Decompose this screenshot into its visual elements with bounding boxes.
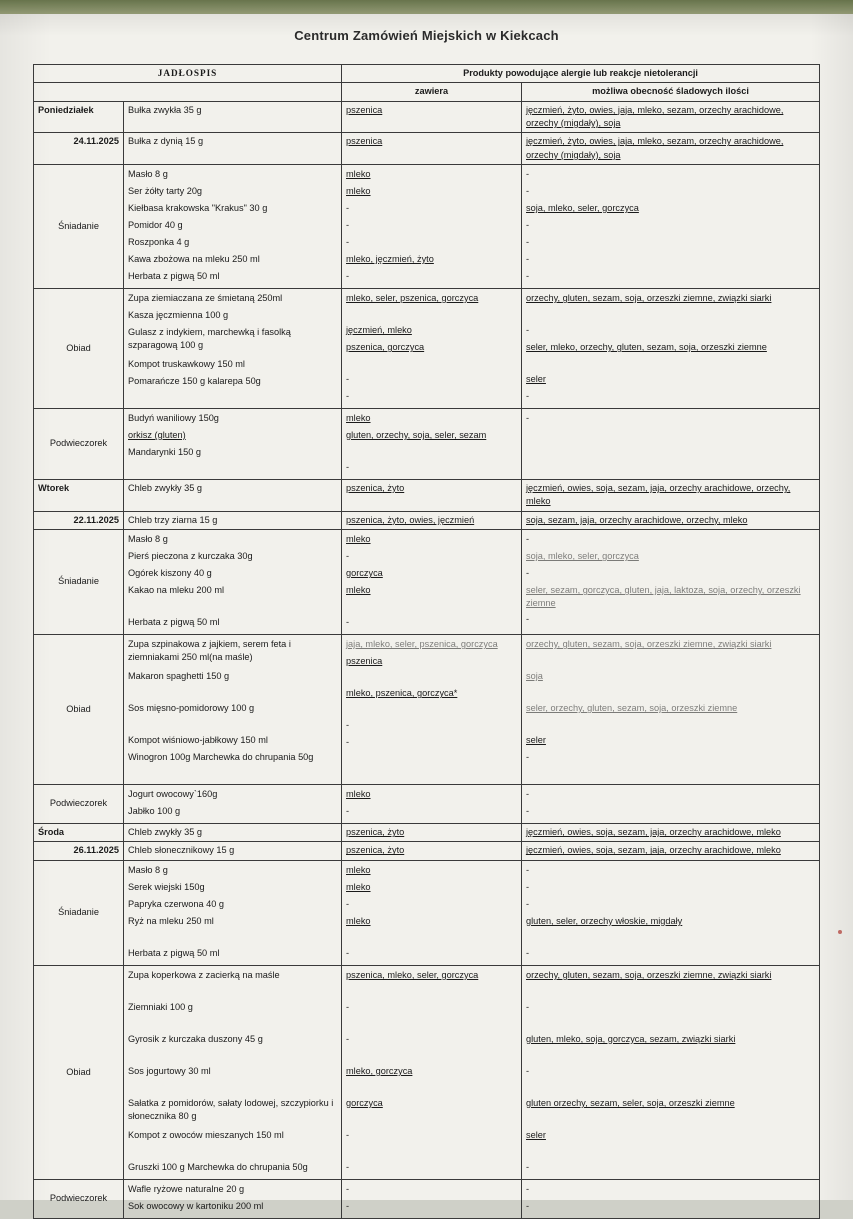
allergens-traces: - bbox=[526, 220, 530, 231]
contains-list bbox=[342, 1179, 522, 1218]
dish-list bbox=[124, 860, 342, 965]
subheader-traces: możliwa obecność śladowych ilości bbox=[522, 83, 820, 101]
allergens-contains: pszenica bbox=[342, 133, 522, 165]
allergens-traces: - bbox=[526, 789, 530, 800]
dish-name: Chleb trzy ziarna 15 g bbox=[124, 511, 342, 529]
dish-name: Kompot z owoców mieszanych 150 ml bbox=[128, 1129, 284, 1140]
traces-list bbox=[522, 965, 820, 1179]
allergens-traces: jęczmień, owies, soja, sezam, jaja, orzechy arachidowe, mleko bbox=[522, 842, 820, 860]
allergens-contains: mleko, jęczmień, żyto bbox=[346, 254, 434, 265]
contains-list bbox=[342, 289, 522, 409]
allergens-contains: pszenica bbox=[346, 656, 383, 667]
allergens-traces: - bbox=[526, 568, 530, 579]
allergens-contains: jęczmień, mleko bbox=[346, 325, 412, 336]
dish-name: Masło 8 g bbox=[128, 169, 168, 180]
allergens-contains: pszenica, gorczyca bbox=[346, 342, 425, 353]
traces-list bbox=[522, 860, 820, 965]
allergens-contains: gorczyca bbox=[346, 568, 383, 579]
dish-list bbox=[124, 635, 342, 785]
meal-label: Obiad bbox=[34, 635, 124, 785]
contains-list bbox=[342, 409, 522, 480]
day-name: Środa bbox=[34, 824, 124, 842]
allergens-contains: - bbox=[346, 617, 350, 628]
allergens-contains: - bbox=[346, 737, 350, 748]
dish-name: Makaron spaghetti 150 g bbox=[128, 671, 230, 682]
allergens-traces: - bbox=[526, 864, 530, 875]
allergens-traces: seler bbox=[526, 735, 546, 746]
dish-name: Jabłko 100 g bbox=[128, 806, 181, 817]
allergens-traces: - bbox=[526, 169, 530, 180]
allergens-contains: - bbox=[346, 462, 350, 473]
dish-name: Pierś pieczona z kurczaka 30g bbox=[128, 551, 253, 562]
dish-name: Sos mięsno-pomidorowy 100 g bbox=[128, 703, 255, 714]
allergens-traces bbox=[526, 445, 815, 462]
dish-name: Herbata z pigwą 50 ml bbox=[128, 947, 220, 958]
allergens-traces: soja, mleko, seler, gorczyca bbox=[526, 551, 639, 562]
allergens-contains: mleko bbox=[346, 413, 371, 424]
allergens-traces: - bbox=[526, 254, 530, 265]
day-date: 22.11.2025 bbox=[34, 511, 124, 529]
traces-list bbox=[522, 635, 820, 785]
allergens-contains: mleko bbox=[346, 186, 371, 197]
allergens-traces: - bbox=[526, 534, 530, 545]
allergens-contains: pszenica bbox=[342, 101, 522, 133]
allergens-traces: - bbox=[526, 237, 530, 248]
contains-list bbox=[342, 530, 522, 635]
dish-name: Ryż na mleku 250 ml bbox=[128, 915, 214, 926]
allergens-traces: orzechy, gluten, sezam, soja, orzeszki ziemne, związki siarki bbox=[526, 969, 772, 980]
allergens-contains: mleko bbox=[346, 864, 371, 875]
dish-name: Roszponka 4 g bbox=[128, 237, 190, 248]
dish-name: Ogórek kiszony 40 g bbox=[128, 568, 212, 579]
table-row bbox=[34, 480, 820, 512]
allergens-traces: - bbox=[526, 1200, 530, 1211]
dish-name: Chleb zwykły 35 g bbox=[124, 480, 342, 512]
allergens-traces: - bbox=[526, 413, 530, 424]
allergens-traces: - bbox=[526, 613, 530, 624]
allergens-traces: jęczmień, owies, soja, sezam, jaja, orzechy arachidowe, mleko bbox=[522, 824, 820, 842]
dish-name: Kasza jęczmienna 100 g bbox=[128, 310, 229, 321]
allergens-contains: pszenica, żyto bbox=[342, 824, 522, 842]
dish-list bbox=[124, 530, 342, 635]
table-subheader-row bbox=[34, 83, 820, 101]
dish-list bbox=[124, 1179, 342, 1218]
contains-list bbox=[342, 785, 522, 824]
day-name: Wtorek bbox=[34, 480, 124, 512]
traces-list bbox=[522, 1179, 820, 1218]
allergens-contains: - bbox=[346, 237, 350, 248]
dish-list bbox=[124, 785, 342, 824]
allergens-traces: - bbox=[526, 186, 530, 197]
allergens-contains: pszenica, mleko, seler, gorczyca bbox=[346, 969, 479, 980]
dish-name: Sok owocowy w kartoniku 200 ml bbox=[128, 1200, 264, 1211]
traces-list bbox=[522, 530, 820, 635]
meal-label: Podwieczorek bbox=[34, 785, 124, 824]
allergens-traces: gluten, mleko, soja, gorczyca, sezam, związki siarki bbox=[526, 1033, 736, 1044]
dish-name: Winogron 100g Marchewka do chrupania 50g bbox=[128, 752, 314, 763]
allergens-contains: mleko bbox=[346, 585, 371, 596]
allergens-traces bbox=[526, 428, 815, 445]
menu-table bbox=[33, 64, 820, 1219]
meal-block bbox=[34, 530, 820, 635]
meal-block bbox=[34, 409, 820, 480]
allergens-contains: - bbox=[346, 551, 350, 562]
traces-list bbox=[522, 165, 820, 289]
dish-name: Kakao na mleku 200 ml bbox=[128, 585, 225, 596]
allergens-traces: seler bbox=[526, 374, 546, 385]
table-row bbox=[34, 511, 820, 529]
table-row bbox=[34, 824, 820, 842]
allergens-traces: - bbox=[526, 1065, 530, 1076]
dish-name: Kawa zbożowa na mleku 250 ml bbox=[128, 254, 260, 265]
dish-name: Pomidor 40 g bbox=[128, 220, 183, 231]
subheader-contains: zawiera bbox=[342, 83, 522, 101]
dish-name: Ziemniaki 100 g bbox=[128, 1001, 193, 1012]
dish-name: Gruszki 100 g Marchewka do chrupania 50g bbox=[128, 1161, 308, 1172]
dish-name: Ser żółty tarty 20g bbox=[128, 186, 203, 197]
allergens-traces: - bbox=[526, 947, 530, 958]
allergens-contains: mleko, seler, pszenica, gorczyca bbox=[346, 293, 479, 304]
dish-name: Zupa koperkowa z zacierką na maśle bbox=[128, 969, 280, 980]
allergens-traces: soja, mleko, seler, gorczyca bbox=[526, 203, 639, 214]
table-row bbox=[34, 133, 820, 165]
allergens-contains: mleko bbox=[346, 789, 371, 800]
allergens-contains: mleko bbox=[346, 534, 371, 545]
page-top-edge bbox=[0, 0, 853, 14]
allergens-contains: - bbox=[346, 1129, 350, 1140]
dish-name: Chleb zwykły 35 g bbox=[124, 824, 342, 842]
meal-label: Podwieczorek bbox=[34, 1179, 124, 1218]
allergens-traces: - bbox=[526, 391, 530, 402]
allergens-traces: jęczmień, żyto, owies, jaja, mleko, sezam, orzechy arachidowe, orzechy (migdały), soja bbox=[522, 133, 820, 165]
dish-name: Kompot truskawkowy 150 ml bbox=[128, 359, 245, 370]
dish-name: Zupa szpinakowa z jajkiem, serem feta i ziemniakami 250 ml(na maśle) bbox=[128, 639, 291, 663]
allergens-traces: - bbox=[526, 1183, 530, 1194]
allergens-traces: seler bbox=[526, 1129, 546, 1140]
allergens-contains: mleko bbox=[346, 881, 371, 892]
allergens-traces: - bbox=[526, 752, 530, 763]
dish-name: Herbata z pigwą 50 ml bbox=[128, 271, 220, 282]
allergens-traces: - bbox=[526, 881, 530, 892]
allergens-contains: - bbox=[346, 720, 350, 731]
dish-name: Mandarynki 150 g bbox=[128, 447, 202, 458]
traces-list bbox=[522, 785, 820, 824]
allergens-traces: gluten orzechy, sezam, seler, soja, orzeszki ziemne bbox=[526, 1097, 735, 1108]
allergens-traces: seler, sezam, gorczyca, gluten, jaja, laktoza, soja, orzechy, orzeszki ziemne bbox=[526, 585, 801, 609]
dish-name: Kiełbasa krakowska "Krakus" 30 g bbox=[128, 203, 268, 214]
dish-name: Budyń waniliowy 150g bbox=[128, 413, 219, 424]
dish-list bbox=[124, 165, 342, 289]
allergens-traces: orzechy, gluten, sezam, soja, orzeszki ziemne, związki siarki bbox=[526, 293, 772, 304]
contains-list bbox=[342, 165, 522, 289]
meal-block bbox=[34, 289, 820, 409]
allergens-traces: gluten, seler, orzechy włoskie, migdały bbox=[526, 915, 683, 926]
table-header-row bbox=[34, 65, 820, 83]
allergens-contains: - bbox=[346, 271, 350, 282]
meal-label: Śniadanie bbox=[34, 860, 124, 965]
contains-list bbox=[342, 965, 522, 1179]
allergens-traces: soja bbox=[526, 671, 543, 682]
allergens-traces: - bbox=[526, 325, 530, 336]
allergens-contains: mleko bbox=[346, 915, 371, 926]
traces-list bbox=[522, 409, 820, 480]
meal-block bbox=[34, 635, 820, 785]
allergens-contains: gorczyca bbox=[346, 1097, 383, 1108]
day-name: Poniedziałek bbox=[34, 101, 124, 133]
allergens-traces: orzechy, gluten, sezam, soja, orzeszki ziemne, związki siarki bbox=[526, 639, 772, 650]
allergens-contains: gluten, orzechy, soja, seler, sezam bbox=[346, 430, 487, 441]
dish-list bbox=[124, 289, 342, 409]
dish-name: Gulasz z indykiem, marchewką i fasolką szparagową 100 g bbox=[128, 327, 291, 351]
dish-name: Sałatka z pomidorów, sałaty lodowej, szczypiorku i słonecznika 80 g bbox=[128, 1097, 334, 1122]
allergens-contains: pszenica, żyto bbox=[342, 480, 522, 512]
allergens-contains: mleko, pszenica, gorczyca* bbox=[346, 688, 458, 699]
day-date: 26.11.2025 bbox=[34, 842, 124, 860]
allergens-contains: - bbox=[346, 1001, 350, 1012]
contains-list bbox=[342, 860, 522, 965]
dish-list bbox=[124, 409, 342, 480]
allergens-traces: jęczmień, owies, soja, sezam, jaja, orzechy arachidowe, orzechy, mleko bbox=[522, 480, 820, 512]
meal-block bbox=[34, 165, 820, 289]
dish-name: Papryka czerwona 40 g bbox=[128, 898, 225, 909]
meal-label: Śniadanie bbox=[34, 165, 124, 289]
allergens-traces: - bbox=[526, 271, 530, 282]
dish-name: Wafle ryżowe naturalne 20 g bbox=[128, 1183, 245, 1194]
allergens-contains: - bbox=[346, 374, 350, 385]
dish-name: Gyrosik z kurczaka duszony 45 g bbox=[128, 1033, 263, 1044]
dish-name: Sos jogurtowy 30 ml bbox=[128, 1065, 211, 1076]
dish-name: Masło 8 g bbox=[128, 864, 168, 875]
meal-label: Obiad bbox=[34, 965, 124, 1179]
allergens-contains: - bbox=[346, 1200, 350, 1211]
allergens-traces: soja, sezam, jaja, orzechy arachidowe, orzechy, mleko bbox=[522, 511, 820, 529]
allergens-contains: pszenica, żyto, owies, jęczmień bbox=[342, 511, 522, 529]
allergens-contains: - bbox=[346, 1033, 350, 1044]
allergens-traces: seler, mleko, orzechy, gluten, sezam, soja, orzeszki ziemne bbox=[526, 342, 767, 353]
meal-block bbox=[34, 785, 820, 824]
dish-name: Chleb słonecznikowy 15 g bbox=[124, 842, 342, 860]
spacer-cell bbox=[34, 83, 342, 101]
allergens-contains: jaja, mleko, seler, pszenica, gorczyca bbox=[346, 639, 498, 650]
meal-label: Śniadanie bbox=[34, 530, 124, 635]
allergens-contains: pszenica, żyto bbox=[342, 842, 522, 860]
dish-list bbox=[124, 965, 342, 1179]
allergens-contains: - bbox=[346, 1161, 350, 1172]
meal-label: Podwieczorek bbox=[34, 409, 124, 480]
title-allergens: Produkty powodujące alergie lub reakcje nietolerancji bbox=[342, 65, 820, 83]
allergens-contains: mleko bbox=[346, 169, 371, 180]
dish-name: Pomarańcze 150 g kalarepa 50g bbox=[128, 376, 261, 387]
meal-block bbox=[34, 1179, 820, 1218]
document-header-title: Centrum Zamówień Miejskich w Kiekcach bbox=[294, 28, 559, 43]
dish-name: Zupa ziemiaczana ze śmietaną 250ml bbox=[128, 293, 283, 304]
allergens-contains: - bbox=[346, 391, 350, 402]
allergens-contains: - bbox=[346, 898, 350, 909]
allergens-contains: - bbox=[346, 947, 350, 958]
meal-block bbox=[34, 860, 820, 965]
dish-name: orkisz (gluten) bbox=[128, 430, 186, 441]
title-jadlospis: JADŁOSPIS bbox=[34, 65, 342, 83]
meal-block bbox=[34, 965, 820, 1179]
dish-name: Herbata z pigwą 50 ml bbox=[128, 617, 220, 628]
allergens-traces: - bbox=[526, 898, 530, 909]
dish-name: Kompot wiśniowo-jabłkowy 150 ml bbox=[128, 735, 268, 746]
meal-label: Obiad bbox=[34, 289, 124, 409]
dish-name: Serek wiejski 150g bbox=[128, 881, 205, 892]
traces-list bbox=[522, 289, 820, 409]
allergens-traces: jęczmień, żyto, owies, jaja, mleko, sezam, orzechy arachidowe, orzechy (migdały), soja bbox=[522, 101, 820, 133]
allergens-traces: - bbox=[526, 1001, 530, 1012]
dish-name: Bułka zwykła 35 g bbox=[124, 101, 342, 133]
contains-list bbox=[342, 635, 522, 785]
dish-name: Bułka z dynią 15 g bbox=[124, 133, 342, 165]
allergens-contains: mleko, gorczyca bbox=[346, 1065, 413, 1076]
allergens-traces: seler, orzechy, gluten, sezam, soja, orzeszki ziemne bbox=[526, 703, 738, 714]
allergens-contains: - bbox=[346, 806, 350, 817]
table-row bbox=[34, 101, 820, 133]
allergens-contains: - bbox=[346, 203, 350, 214]
allergens-traces: - bbox=[526, 1161, 530, 1172]
allergens-contains: - bbox=[346, 220, 350, 231]
dish-name: Masło 8 g bbox=[128, 534, 168, 545]
allergens-traces: - bbox=[526, 806, 530, 817]
ink-speck bbox=[838, 930, 842, 934]
dish-name: Jogurt owocowy`160g bbox=[128, 789, 218, 800]
table-row bbox=[34, 842, 820, 860]
day-date: 24.11.2025 bbox=[34, 133, 124, 165]
allergens-contains: - bbox=[346, 1183, 350, 1194]
